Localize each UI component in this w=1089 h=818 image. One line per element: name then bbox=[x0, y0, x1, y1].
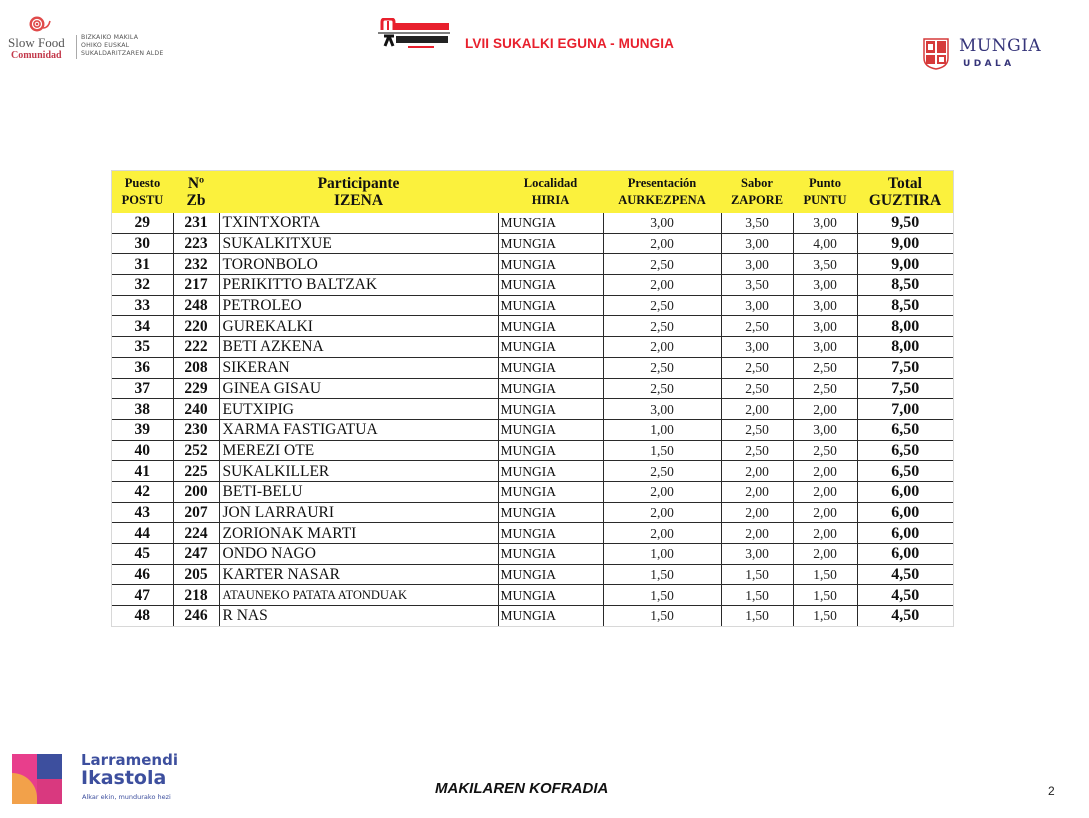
cell-localidad: MUNGIA bbox=[498, 254, 603, 275]
cell-number: 200 bbox=[173, 481, 219, 502]
cell-total: 6,00 bbox=[857, 502, 953, 523]
cell-participante: BETI-BELU bbox=[219, 481, 498, 502]
cell-punto: 2,00 bbox=[793, 461, 857, 482]
table-row bbox=[112, 564, 953, 585]
col-header-sabor: Sabor ZAPORE bbox=[721, 171, 793, 213]
cell-number: 208 bbox=[173, 357, 219, 378]
cell-punto: 3,00 bbox=[793, 213, 857, 233]
cell-sabor: 2,50 bbox=[721, 357, 793, 378]
cell-presentacion: 1,50 bbox=[603, 606, 721, 626]
cell-sabor: 3,00 bbox=[721, 233, 793, 254]
table-row bbox=[112, 254, 953, 275]
cell-total: 8,00 bbox=[857, 316, 953, 337]
slow-food-name: Slow Food bbox=[8, 35, 65, 50]
cell-localidad: MUNGIA bbox=[498, 419, 603, 440]
cell-presentacion: 2,00 bbox=[603, 337, 721, 358]
cell-puesto: 32 bbox=[112, 275, 173, 296]
cell-presentacion: 3,00 bbox=[603, 213, 721, 233]
cell-total: 7,50 bbox=[857, 357, 953, 378]
cell-puesto: 39 bbox=[112, 419, 173, 440]
cell-puesto: 47 bbox=[112, 585, 173, 606]
cell-localidad: MUNGIA bbox=[498, 606, 603, 626]
table-row bbox=[112, 502, 953, 523]
cell-total: 7,00 bbox=[857, 399, 953, 420]
cell-total: 4,50 bbox=[857, 606, 953, 626]
cell-number: 229 bbox=[173, 378, 219, 399]
cell-number: 231 bbox=[173, 213, 219, 233]
cell-total: 6,00 bbox=[857, 481, 953, 502]
cell-presentacion: 2,00 bbox=[603, 481, 721, 502]
cell-total: 4,50 bbox=[857, 564, 953, 585]
cell-participante: SIKERAN bbox=[219, 357, 498, 378]
cell-number: 225 bbox=[173, 461, 219, 482]
cell-localidad: MUNGIA bbox=[498, 481, 603, 502]
cell-sabor: 2,00 bbox=[721, 461, 793, 482]
cell-total: 6,00 bbox=[857, 523, 953, 544]
cell-puesto: 43 bbox=[112, 502, 173, 523]
cell-presentacion: 2,50 bbox=[603, 295, 721, 316]
cell-presentacion: 2,50 bbox=[603, 357, 721, 378]
larramendi-name: Larramendi bbox=[81, 751, 178, 769]
col-header-presentacion: Presentación AURKEZPENA bbox=[603, 171, 721, 213]
cell-participante: TORONBOLO bbox=[219, 254, 498, 275]
cell-total: 4,50 bbox=[857, 585, 953, 606]
cell-puesto: 40 bbox=[112, 440, 173, 461]
cell-participante: GUREKALKI bbox=[219, 316, 498, 337]
table-row bbox=[112, 213, 953, 233]
makilaren-kofradia-logo bbox=[378, 18, 452, 52]
desc-line: SUKALDARITZAREN ALDE bbox=[81, 50, 164, 57]
mungia-udala: UDALA bbox=[963, 59, 1015, 69]
cell-sabor: 2,50 bbox=[721, 440, 793, 461]
cell-number: 247 bbox=[173, 544, 219, 565]
desc-line: BIZKAIKO MAKILA bbox=[81, 34, 139, 41]
table-row bbox=[112, 233, 953, 254]
cell-number: 220 bbox=[173, 316, 219, 337]
table-row bbox=[112, 419, 953, 440]
cell-total: 6,50 bbox=[857, 419, 953, 440]
cell-participante: XARMA FASTIGATUA bbox=[219, 419, 498, 440]
cell-localidad: MUNGIA bbox=[498, 564, 603, 585]
cell-participante: JON LARRAURI bbox=[219, 502, 498, 523]
cell-puesto: 34 bbox=[112, 316, 173, 337]
cell-number: 217 bbox=[173, 275, 219, 296]
table-row bbox=[112, 481, 953, 502]
cell-punto: 2,00 bbox=[793, 399, 857, 420]
cell-total: 8,50 bbox=[857, 275, 953, 296]
cell-sabor: 2,50 bbox=[721, 316, 793, 337]
cell-participante: SUKALKITXUE bbox=[219, 233, 498, 254]
cell-number: 205 bbox=[173, 564, 219, 585]
cell-sabor: 2,50 bbox=[721, 378, 793, 399]
cell-puesto: 29 bbox=[112, 213, 173, 233]
mungia-name: MUNGIA bbox=[959, 36, 1042, 56]
table-row bbox=[112, 461, 953, 482]
cell-localidad: MUNGIA bbox=[498, 523, 603, 544]
cell-punto: 2,50 bbox=[793, 357, 857, 378]
cell-puesto: 38 bbox=[112, 399, 173, 420]
cell-presentacion: 1,50 bbox=[603, 585, 721, 606]
cell-punto: 1,50 bbox=[793, 564, 857, 585]
cell-sabor: 1,50 bbox=[721, 606, 793, 626]
cell-punto: 3,00 bbox=[793, 295, 857, 316]
cell-presentacion: 2,00 bbox=[603, 233, 721, 254]
col-header-total: Total GUZTIRA bbox=[857, 171, 953, 213]
cell-total: 9,00 bbox=[857, 233, 953, 254]
cell-puesto: 45 bbox=[112, 544, 173, 565]
cell-puesto: 36 bbox=[112, 357, 173, 378]
col-header-participante: Participante IZENA bbox=[219, 171, 498, 213]
cell-sabor: 2,00 bbox=[721, 399, 793, 420]
cell-total: 6,50 bbox=[857, 461, 953, 482]
cell-localidad: MUNGIA bbox=[498, 275, 603, 296]
cell-number: 222 bbox=[173, 337, 219, 358]
cell-number: 248 bbox=[173, 295, 219, 316]
larramendi-ikastola-logo bbox=[12, 754, 62, 804]
cell-number: 240 bbox=[173, 399, 219, 420]
cell-punto: 2,50 bbox=[793, 440, 857, 461]
cell-puesto: 31 bbox=[112, 254, 173, 275]
mungia-shield-icon bbox=[923, 38, 949, 70]
larramendi-tagline: Alkar ekin, mundurako hezi bbox=[82, 793, 171, 801]
cell-puesto: 30 bbox=[112, 233, 173, 254]
cell-sabor: 2,50 bbox=[721, 419, 793, 440]
desc-line: OHIKO EUSKAL bbox=[81, 42, 130, 49]
cell-presentacion: 3,00 bbox=[603, 399, 721, 420]
cell-presentacion: 2,50 bbox=[603, 378, 721, 399]
cell-participante: GINEA GISAU bbox=[219, 378, 498, 399]
cell-sabor: 3,50 bbox=[721, 213, 793, 233]
cell-localidad: MUNGIA bbox=[498, 378, 603, 399]
cell-sabor: 3,00 bbox=[721, 254, 793, 275]
table-row bbox=[112, 378, 953, 399]
table-header-row bbox=[112, 171, 953, 213]
cell-total: 7,50 bbox=[857, 378, 953, 399]
cell-puesto: 35 bbox=[112, 337, 173, 358]
table-row bbox=[112, 337, 953, 358]
cell-participante: MEREZI OTE bbox=[219, 440, 498, 461]
cell-total: 9,00 bbox=[857, 254, 953, 275]
cell-participante: EUTXIPIG bbox=[219, 399, 498, 420]
cell-participante: BETI AZKENA bbox=[219, 337, 498, 358]
cell-presentacion: 1,00 bbox=[603, 419, 721, 440]
cell-punto: 2,00 bbox=[793, 481, 857, 502]
cell-sabor: 3,00 bbox=[721, 544, 793, 565]
cell-number: 246 bbox=[173, 606, 219, 626]
cell-presentacion: 1,50 bbox=[603, 440, 721, 461]
cell-sabor: 3,50 bbox=[721, 275, 793, 296]
table-row bbox=[112, 440, 953, 461]
cell-localidad: MUNGIA bbox=[498, 337, 603, 358]
col-header-localidad: Localidad HIRIA bbox=[498, 171, 603, 213]
event-title: LVII SUKALKI EGUNA - MUNGIA bbox=[465, 36, 674, 51]
cell-sabor: 2,00 bbox=[721, 502, 793, 523]
cell-participante: PERIKITTO BALTZAK bbox=[219, 275, 498, 296]
table-row bbox=[112, 275, 953, 296]
table-row bbox=[112, 585, 953, 606]
results-table bbox=[112, 171, 953, 626]
cell-punto: 4,00 bbox=[793, 233, 857, 254]
cell-punto: 1,50 bbox=[793, 606, 857, 626]
cell-localidad: MUNGIA bbox=[498, 213, 603, 233]
cell-total: 8,50 bbox=[857, 295, 953, 316]
cell-localidad: MUNGIA bbox=[498, 357, 603, 378]
cell-puesto: 33 bbox=[112, 295, 173, 316]
cell-number: 252 bbox=[173, 440, 219, 461]
cell-number: 232 bbox=[173, 254, 219, 275]
table-row bbox=[112, 316, 953, 337]
cell-puesto: 41 bbox=[112, 461, 173, 482]
page-number: 2 bbox=[1048, 784, 1055, 798]
cell-presentacion: 2,50 bbox=[603, 316, 721, 337]
table-row bbox=[112, 544, 953, 565]
cell-punto: 2,00 bbox=[793, 523, 857, 544]
cell-punto: 3,00 bbox=[793, 419, 857, 440]
cell-localidad: MUNGIA bbox=[498, 585, 603, 606]
table-row bbox=[112, 295, 953, 316]
logo-divider bbox=[76, 35, 77, 59]
cell-localidad: MUNGIA bbox=[498, 440, 603, 461]
cell-presentacion: 2,00 bbox=[603, 523, 721, 544]
cell-sabor: 1,50 bbox=[721, 585, 793, 606]
cell-puesto: 46 bbox=[112, 564, 173, 585]
cell-presentacion: 1,50 bbox=[603, 564, 721, 585]
cell-participante: TXINTXORTA bbox=[219, 213, 498, 233]
cell-puesto: 37 bbox=[112, 378, 173, 399]
cell-puesto: 42 bbox=[112, 481, 173, 502]
footer-title: MAKILAREN KOFRADIA bbox=[435, 780, 609, 797]
cell-number: 230 bbox=[173, 419, 219, 440]
cell-number: 207 bbox=[173, 502, 219, 523]
cell-punto: 2,50 bbox=[793, 378, 857, 399]
table-body bbox=[112, 213, 953, 626]
cell-participante: ATAUNEKO PATATA ATONDUAK bbox=[219, 585, 498, 606]
col-header-number: Nº Zb bbox=[173, 171, 219, 213]
cell-number: 218 bbox=[173, 585, 219, 606]
cell-sabor: 2,00 bbox=[721, 523, 793, 544]
cell-punto: 3,00 bbox=[793, 316, 857, 337]
snail-icon bbox=[28, 15, 52, 33]
cell-localidad: MUNGIA bbox=[498, 502, 603, 523]
col-header-punto: Punto PUNTU bbox=[793, 171, 857, 213]
cell-punto: 3,00 bbox=[793, 337, 857, 358]
cell-total: 6,00 bbox=[857, 544, 953, 565]
cell-localidad: MUNGIA bbox=[498, 295, 603, 316]
cell-localidad: MUNGIA bbox=[498, 233, 603, 254]
slow-food-comunidad: Comunidad bbox=[11, 50, 62, 61]
cell-total: 6,50 bbox=[857, 440, 953, 461]
cell-participante: R NAS bbox=[219, 606, 498, 626]
cell-sabor: 1,50 bbox=[721, 564, 793, 585]
table-row bbox=[112, 523, 953, 544]
cell-presentacion: 2,50 bbox=[603, 254, 721, 275]
ikastola-name: Ikastola bbox=[81, 767, 167, 789]
cell-punto: 2,00 bbox=[793, 544, 857, 565]
cell-localidad: MUNGIA bbox=[498, 399, 603, 420]
cell-participante: ONDO NAGO bbox=[219, 544, 498, 565]
table-row bbox=[112, 606, 953, 626]
cell-total: 9,50 bbox=[857, 213, 953, 233]
cell-number: 223 bbox=[173, 233, 219, 254]
table-row bbox=[112, 357, 953, 378]
cell-puesto: 44 bbox=[112, 523, 173, 544]
cell-presentacion: 2,00 bbox=[603, 502, 721, 523]
cell-participante: ZORIONAK MARTI bbox=[219, 523, 498, 544]
slow-food-description bbox=[81, 34, 164, 58]
table-row bbox=[112, 399, 953, 420]
cell-presentacion: 2,00 bbox=[603, 275, 721, 296]
col-header-puesto: Puesto POSTU bbox=[112, 171, 173, 213]
cell-participante: SUKALKILLER bbox=[219, 461, 498, 482]
cell-puesto: 48 bbox=[112, 606, 173, 626]
cell-punto: 2,00 bbox=[793, 502, 857, 523]
cell-punto: 1,50 bbox=[793, 585, 857, 606]
cell-localidad: MUNGIA bbox=[498, 461, 603, 482]
slow-food-logo bbox=[8, 15, 70, 61]
cell-punto: 3,50 bbox=[793, 254, 857, 275]
cell-localidad: MUNGIA bbox=[498, 316, 603, 337]
cell-punto: 3,00 bbox=[793, 275, 857, 296]
cell-presentacion: 2,50 bbox=[603, 461, 721, 482]
cell-sabor: 3,00 bbox=[721, 337, 793, 358]
cell-total: 8,00 bbox=[857, 337, 953, 358]
cell-sabor: 2,00 bbox=[721, 481, 793, 502]
cell-participante: PETROLEO bbox=[219, 295, 498, 316]
cell-presentacion: 1,00 bbox=[603, 544, 721, 565]
cell-localidad: MUNGIA bbox=[498, 544, 603, 565]
cell-participante: KARTER NASAR bbox=[219, 564, 498, 585]
cell-number: 224 bbox=[173, 523, 219, 544]
cell-sabor: 3,00 bbox=[721, 295, 793, 316]
